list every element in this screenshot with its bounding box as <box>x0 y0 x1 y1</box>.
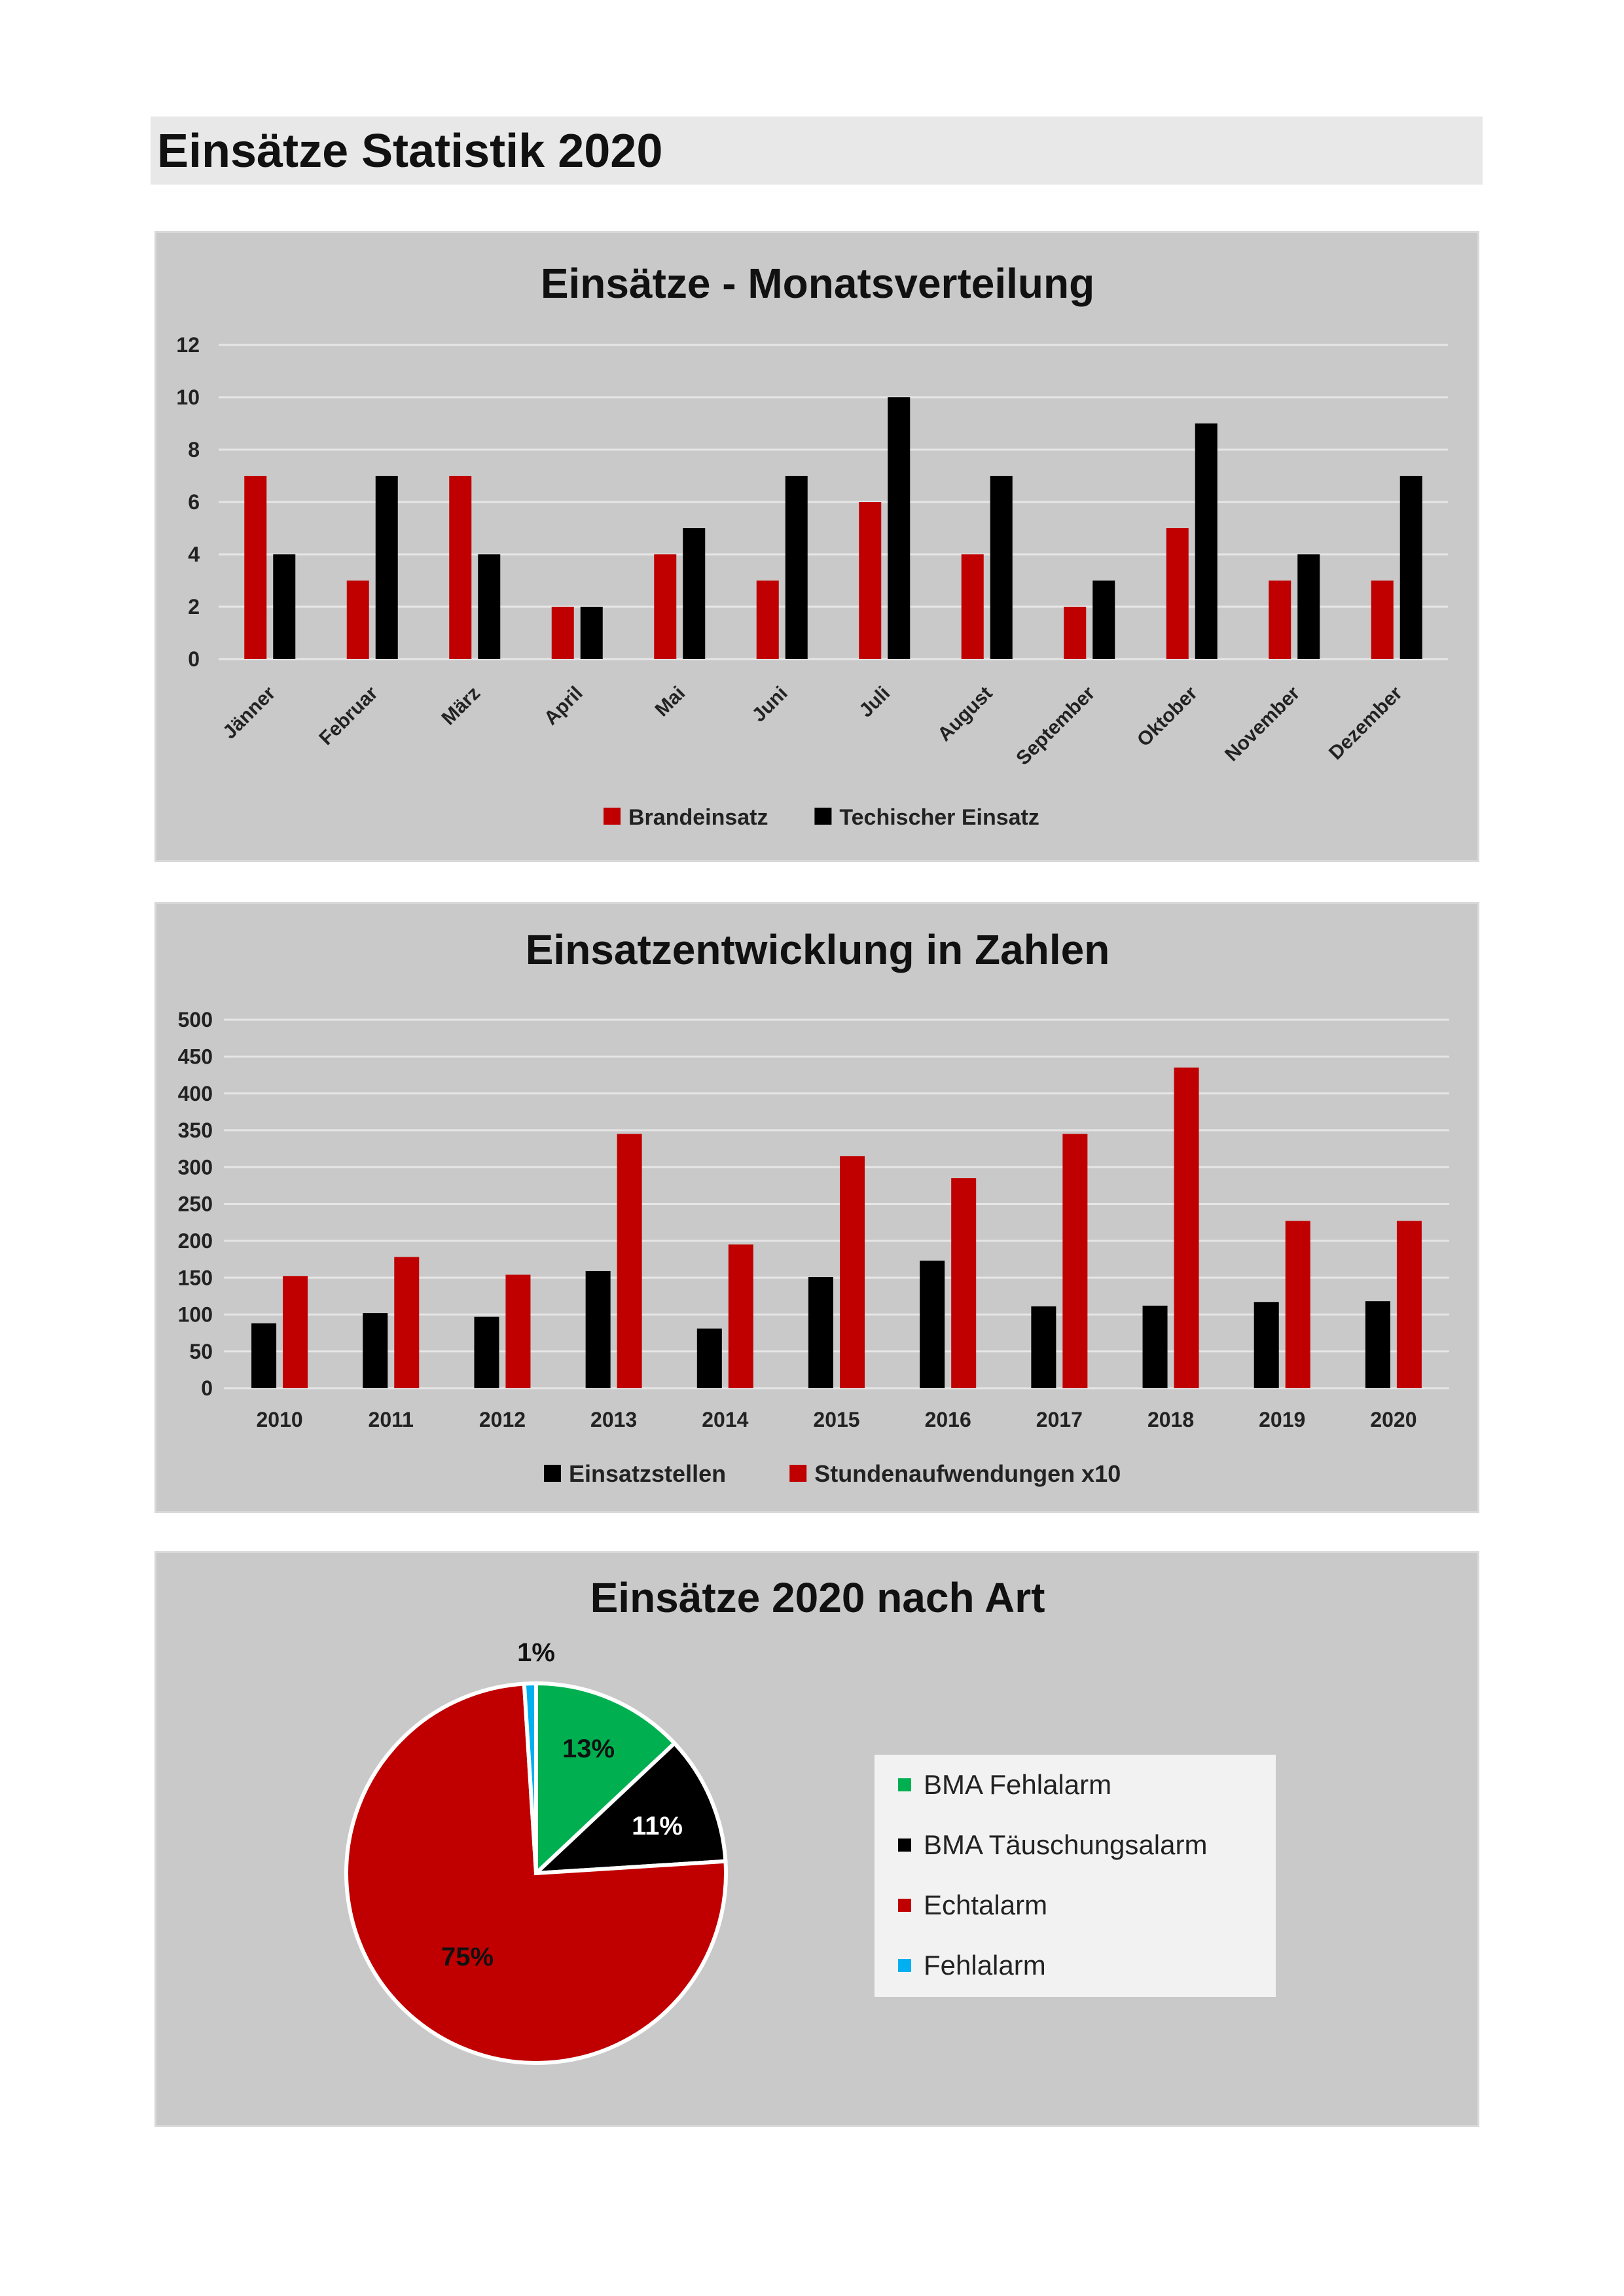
bar-brandeinsatz <box>552 607 574 659</box>
x-tick-label: 2020 <box>1370 1408 1417 1431</box>
bar-brandeinsatz <box>1166 528 1189 659</box>
y-tick-label: 300 <box>177 1155 213 1179</box>
bar-stundenaufwendungen-x10 <box>1174 1067 1199 1388</box>
legend-swatch <box>898 1778 911 1791</box>
x-tick-label: Jänner <box>219 682 280 744</box>
bar-techischer-einsatz <box>1195 423 1218 659</box>
x-tick-label: 2017 <box>1036 1408 1083 1431</box>
bar-stundenaufwendungen-x10 <box>394 1257 419 1388</box>
bar-brandeinsatz <box>449 476 471 659</box>
bar-einsatzstellen <box>1031 1306 1056 1388</box>
bar-einsatzstellen <box>1365 1301 1390 1388</box>
x-tick-label: Juni <box>748 682 792 726</box>
y-tick-label: 2 <box>188 595 200 619</box>
bar-stundenaufwendungen-x10 <box>729 1244 753 1388</box>
y-tick-label: 100 <box>177 1302 213 1327</box>
yearly-chart-svg <box>156 904 1477 1511</box>
legend-swatch <box>544 1465 561 1482</box>
y-tick-label: 6 <box>188 490 200 514</box>
y-tick-label: 4 <box>188 543 200 567</box>
bar-brandeinsatz <box>244 476 266 659</box>
pie-data-label: 13% <box>562 1734 615 1763</box>
bar-einsatzstellen <box>1143 1306 1168 1388</box>
y-tick-label: 0 <box>201 1376 213 1401</box>
x-tick-label: 2012 <box>478 1408 526 1431</box>
y-tick-label: 450 <box>177 1045 213 1069</box>
bar-brandeinsatz <box>1064 607 1086 659</box>
chart-title: Einsatzentwicklung in Zahlen <box>525 926 1110 973</box>
legend-swatch <box>898 1839 911 1852</box>
bar-techischer-einsatz <box>1297 554 1320 659</box>
y-tick-label: 10 <box>176 386 200 410</box>
bar-brandeinsatz <box>1371 581 1394 659</box>
x-tick-label: 2010 <box>256 1408 303 1431</box>
y-tick-label: 150 <box>177 1266 213 1290</box>
bar-stundenaufwendungen-x10 <box>840 1156 865 1388</box>
y-tick-label: 350 <box>177 1119 213 1143</box>
legend-label: Fehlalarm <box>924 1950 1046 1981</box>
x-tick-label: 2019 <box>1259 1408 1306 1431</box>
bar-techischer-einsatz <box>376 476 398 659</box>
x-tick-label: November <box>1221 682 1305 766</box>
bar-techischer-einsatz <box>273 554 295 659</box>
legend-label: BMA Täuschungsalarm <box>924 1829 1208 1860</box>
page-title: Einsätze Statistik 2020 <box>157 125 663 177</box>
legend-label: Einsatzstellen <box>569 1460 727 1487</box>
legend-swatch <box>898 1959 911 1972</box>
bar-einsatzstellen <box>586 1271 611 1388</box>
y-tick-label: 12 <box>176 333 200 357</box>
bar-einsatzstellen <box>808 1277 833 1388</box>
bar-stundenaufwendungen-x10 <box>951 1178 976 1388</box>
x-tick-label: 2016 <box>924 1408 971 1431</box>
bar-einsatzstellen <box>474 1317 499 1388</box>
bar-brandeinsatz <box>757 581 779 659</box>
x-tick-label: 2015 <box>813 1408 860 1431</box>
bar-einsatzstellen <box>1254 1302 1279 1388</box>
bar-techischer-einsatz <box>1092 581 1115 659</box>
x-tick-label: Februar <box>315 682 382 749</box>
chart-title: Einsätze 2020 nach Art <box>590 1574 1045 1621</box>
bar-brandeinsatz <box>347 581 369 659</box>
bar-brandeinsatz <box>962 554 984 659</box>
legend-swatch <box>898 1899 911 1912</box>
y-tick-label: 8 <box>188 438 200 462</box>
bar-techischer-einsatz <box>888 397 910 659</box>
pie-chart <box>154 1551 1479 2127</box>
y-tick-label: 0 <box>188 647 200 672</box>
pie-data-label: 11% <box>632 1812 683 1840</box>
legend-label: Stundenaufwendungen x10 <box>814 1460 1121 1487</box>
pie-data-label: 75% <box>441 1943 494 1971</box>
x-tick-label: Oktober <box>1133 682 1202 751</box>
y-tick-label: 250 <box>177 1192 213 1216</box>
y-tick-label: 50 <box>189 1339 213 1363</box>
legend-swatch <box>814 808 831 825</box>
pie-data-label: 1% <box>517 1638 555 1667</box>
x-tick-label: März <box>437 682 485 730</box>
x-tick-label: Juli <box>855 682 895 722</box>
bar-brandeinsatz <box>1269 581 1291 659</box>
y-tick-label: 500 <box>177 1008 213 1032</box>
legend-swatch <box>789 1465 806 1482</box>
bar-einsatzstellen <box>363 1313 388 1388</box>
x-tick-label: September <box>1012 682 1100 770</box>
bar-brandeinsatz <box>859 502 881 659</box>
bar-stundenaufwendungen-x10 <box>1397 1221 1422 1388</box>
bar-techischer-einsatz <box>1400 476 1422 659</box>
legend-label: Brandeinsatz <box>628 805 768 830</box>
x-tick-label: August <box>933 682 997 746</box>
bar-stundenaufwendungen-x10 <box>1062 1134 1087 1388</box>
y-tick-label: 200 <box>177 1229 213 1253</box>
pie-chart-svg <box>156 1553 1477 2125</box>
bar-stundenaufwendungen-x10 <box>283 1276 308 1388</box>
bar-techischer-einsatz <box>581 607 603 659</box>
page-title-bar <box>151 117 1483 185</box>
monthly-chart-svg <box>156 233 1477 860</box>
bar-einsatzstellen <box>697 1329 722 1388</box>
bar-techischer-einsatz <box>683 528 705 659</box>
y-tick-label: 400 <box>177 1081 213 1105</box>
x-tick-label: 2013 <box>590 1408 638 1431</box>
legend-swatch <box>604 808 621 825</box>
x-tick-label: April <box>540 682 587 730</box>
bar-techischer-einsatz <box>785 476 808 659</box>
legend-label: Echtalarm <box>924 1890 1048 1920</box>
bar-einsatzstellen <box>920 1261 945 1388</box>
bar-stundenaufwendungen-x10 <box>1286 1221 1310 1388</box>
monthly-chart <box>154 231 1479 862</box>
x-tick-label: Dezember <box>1324 682 1407 764</box>
bar-techischer-einsatz <box>990 476 1013 659</box>
bar-stundenaufwendungen-x10 <box>505 1275 530 1388</box>
legend-label: BMA Fehlalarm <box>924 1769 1112 1800</box>
bar-einsatzstellen <box>251 1323 276 1388</box>
bar-stundenaufwendungen-x10 <box>617 1134 642 1388</box>
x-tick-label: 2018 <box>1147 1408 1195 1431</box>
x-tick-label: 2014 <box>702 1408 749 1431</box>
x-tick-label: Mai <box>651 682 690 721</box>
legend-label: Techischer Einsatz <box>839 805 1039 830</box>
x-tick-label: 2011 <box>368 1408 414 1431</box>
yearly-chart <box>154 902 1479 1513</box>
chart-title: Einsätze - Monatsverteilung <box>540 260 1095 307</box>
bar-brandeinsatz <box>654 554 676 659</box>
bar-techischer-einsatz <box>478 554 500 659</box>
